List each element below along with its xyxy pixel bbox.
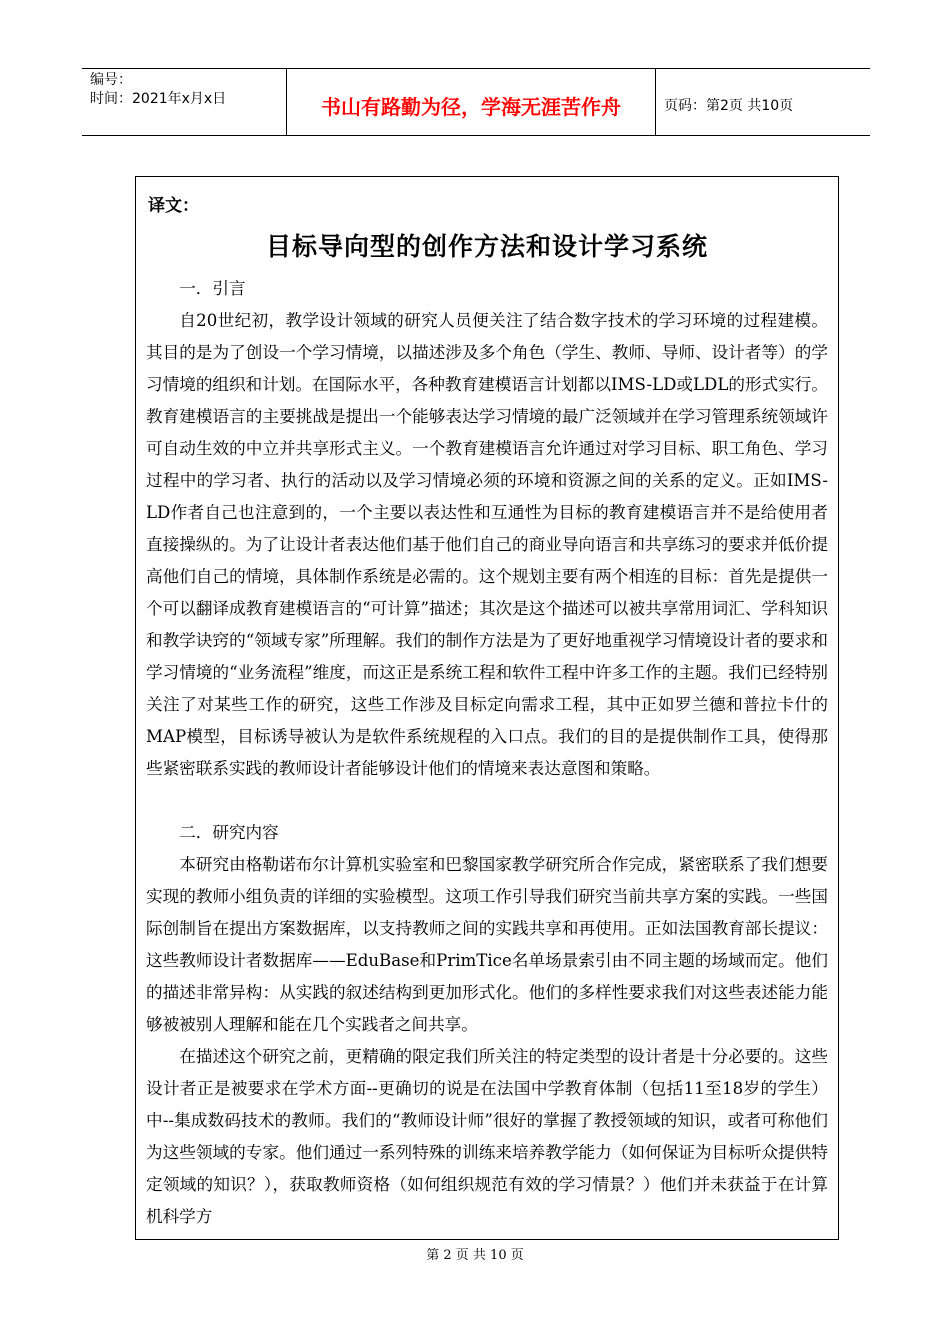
paragraph: 本研究由格勒诺布尔计算机实验室和巴黎国家教学研究所合作完成，紧密联系了我们想要实现的教师小组负责的详细的实验模型。这项工作引导我们研究当前共享方案的实践。一些国际创制旨在提出方案数据库，以支持教师之间的实践共享和再使用。正如法国教育部长提议：这些教师设计者数据库——EduBase和PrimTice名单场景索引由不同主题的场域而定。他们的描述非常异构：从实践的叙述结构到更加形式化。他们的多样性要求我们对这些表述能力能够被被别人理解和能在几个实践者之间共享。 [146, 855, 828, 1034]
document-title: 目标导向型的创作方法和设计学习系统 [265, 232, 708, 261]
section-heading-research: 二．研究内容 [179, 823, 279, 842]
page-footer: 第 2 页 共 10 页 [426, 1248, 524, 1263]
header-motto: 书山有路勤为径，学海无涯苦作舟 [286, 69, 656, 135]
paragraph-gap [146, 785, 828, 817]
header-page-info: 页码：第2页 共10页 [664, 98, 794, 114]
document-content [146, 273, 828, 1233]
translation-label: 译文： [148, 196, 199, 216]
document-body-frame [135, 176, 839, 1240]
header-date-label: 时间：2021年x月x日 [90, 91, 227, 107]
page-header [82, 68, 870, 136]
section-heading-intro: 一．引言 [179, 279, 246, 298]
paragraph: 在描述这个研究之前，更精确的限定我们所关注的特定类型的设计者是十分必要的。这些设计者正是被要求在学术方面--更确切的说是在法国中学教育体制（包括11至18岁的学生）中--集成数码技术的教师。我们的“教师设计师”很好的掌握了教授领域的知识，或者可称他们为这些领域的专家。他们通过一系列特殊的训练来培养教学能力（如何保证为目标听众提供特定领域的知识？），获取教师资格（如何组织规范有效的学习情景？）他们并未获益于在计算机科学方 [146, 1047, 828, 1226]
header-meta-cell [82, 69, 286, 135]
header-number-label: 编号： [90, 72, 132, 88]
paragraph: 自20世纪初，教学设计领域的研究人员便关注了结合数字技术的学习环境的过程建模。其目的是为了创设一个学习情境，以描述涉及多个角色（学生、教师、导师、设计者等）的学习情境的组织和计划。在国际水平，各种教育建模语言计划都以IMS-LD或LDL的形式实行。教育建模语言的主要挑战是提出一个能够表达学习情境的最广泛领域并在学习管理系统领域许可自动生效的中立并共享形式主义。一个教育建模语言允许通过对学习目标、职工角色、学习过程中的学习者、执行的活动以及学习情境必须的环境和资源之间的关系的定义。正如IMS-LD作者自己也注意到的，一个主要以表达性和互通性为目标的教育建模语言并不是给使用者直接操纵的。为了让设计者表达他们基于他们自己的商业导向语言和共享练习的要求并低价提高他们自己的情境，具体制作系统是必需的。这个规划主要有两个相连的目标：首先是提供一个可以翻译成教育建模语言的“可计算”描述；其次是这个描述可以被共享常用词汇、学科知识和教学诀窍的“领域专家”所理解。我们的制作方法是为了更好地重视学习情境设计者的要求和学习情境的“业务流程”维度，而这正是系统工程和软件工程中许多工作的主题。我们已经特别关注了对某些工作的研究，这些工作涉及目标定向需求工程，其中正如罗兰德和普拉卡什的MAP模型，目标诱导被认为是软件系统规程的入口点。我们的目的是提供制作工具，使得那些紧密联系实践的教师设计者能够设计他们的情境来表达意图和策略。 [146, 311, 828, 778]
